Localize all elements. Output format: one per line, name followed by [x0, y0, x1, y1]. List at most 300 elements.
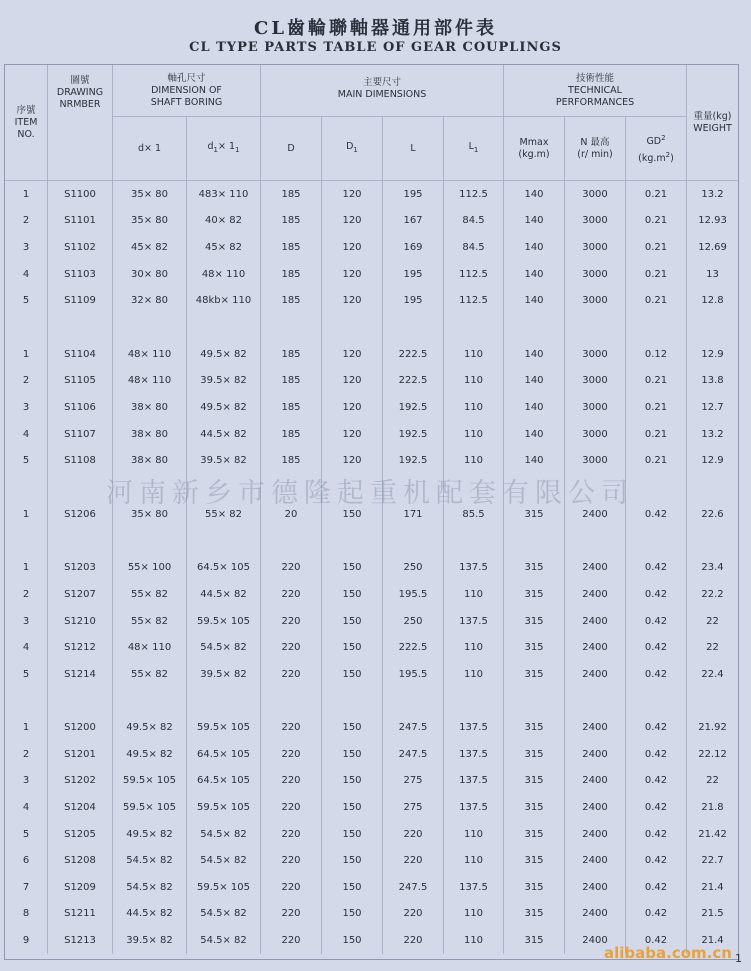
cell-d: 220	[261, 874, 322, 901]
header-col-mmax	[504, 117, 565, 181]
cell-d1: 49.5× 82	[113, 741, 187, 768]
cell-d1: 55× 82	[113, 581, 187, 608]
empty-cell	[444, 528, 504, 555]
cell-l: 250	[383, 608, 444, 635]
cell-d1: 55× 100	[113, 555, 187, 582]
cell-l1: 112.5	[444, 181, 504, 208]
cell-gd2: 0.21	[626, 394, 687, 421]
empty-cell	[48, 688, 113, 715]
cell-d1l1: 54.5× 82	[187, 847, 261, 874]
cell-weight: 21.4	[687, 927, 739, 954]
cell-d1l1: 39.5× 82	[187, 447, 261, 474]
cell-weight: 12.9	[687, 341, 739, 368]
empty-cell	[187, 474, 261, 501]
cell-mmax: 315	[504, 741, 565, 768]
cell-weight: 22	[687, 634, 739, 661]
cell-d1: 150	[322, 901, 383, 928]
table-body	[5, 181, 739, 954]
cell-d1: 55× 82	[113, 608, 187, 635]
empty-cell	[687, 314, 739, 341]
cell-d1l1: 483× 110	[187, 181, 261, 208]
header-drawing-en2: NRMBER	[59, 99, 101, 110]
cell-l1: 137.5	[444, 768, 504, 795]
cell-gd2: 0.42	[626, 794, 687, 821]
table-row	[5, 394, 739, 421]
cell-item: 2	[5, 368, 48, 395]
cell-drawing: S1209	[48, 874, 113, 901]
cell-item: 1	[5, 501, 48, 528]
empty-cell	[444, 688, 504, 715]
header-drawing-cn: 圖號	[70, 75, 90, 86]
empty-cell	[565, 474, 626, 501]
table-row	[5, 501, 739, 528]
table-row	[5, 901, 739, 928]
L1-main: L	[468, 141, 474, 153]
cell-n: 2400	[565, 581, 626, 608]
cell-item: 4	[5, 634, 48, 661]
table-row	[5, 741, 739, 768]
header-item-en2: NO.	[17, 128, 35, 140]
table-row	[5, 794, 739, 821]
cell-gd2: 0.42	[626, 661, 687, 688]
cell-l: 169	[383, 234, 444, 261]
d1l1-mid: × 1	[218, 141, 236, 153]
cell-n: 2400	[565, 555, 626, 582]
cell-d1: 48× 110	[113, 368, 187, 395]
cell-mmax: 315	[504, 661, 565, 688]
cell-mmax: 140	[504, 208, 565, 235]
cell-l1: 85.5	[444, 501, 504, 528]
empty-cell	[187, 528, 261, 555]
cell-drawing: S1214	[48, 661, 113, 688]
cell-mmax: 315	[504, 901, 565, 928]
gd-line2	[626, 149, 686, 165]
cell-drawing: S1203	[48, 555, 113, 582]
cell-d1: 120	[322, 394, 383, 421]
cell-d: 220	[261, 608, 322, 635]
cell-item: 5	[5, 447, 48, 474]
cell-d: 220	[261, 581, 322, 608]
cell-l1: 110	[444, 341, 504, 368]
cell-d1: 30× 80	[113, 261, 187, 288]
cell-gd2: 0.12	[626, 341, 687, 368]
cell-l: 195.5	[383, 661, 444, 688]
cell-l1: 137.5	[444, 608, 504, 635]
cell-weight: 22.6	[687, 501, 739, 528]
cell-drawing: S1201	[48, 741, 113, 768]
cell-item: 1	[5, 715, 48, 742]
header-shaft-boring	[113, 65, 261, 117]
cell-weight: 12.7	[687, 394, 739, 421]
cell-d1l1: 39.5× 82	[187, 661, 261, 688]
cell-weight: 22	[687, 608, 739, 635]
cell-mmax: 315	[504, 555, 565, 582]
cell-item: 5	[5, 287, 48, 314]
table-row	[5, 715, 739, 742]
cell-drawing: S1107	[48, 421, 113, 448]
cell-d1: 150	[322, 634, 383, 661]
empty-cell	[504, 528, 565, 555]
cell-d1: 150	[322, 768, 383, 795]
cell-l: 171	[383, 501, 444, 528]
cell-l1: 137.5	[444, 874, 504, 901]
cell-item: 2	[5, 741, 48, 768]
cell-item: 1	[5, 341, 48, 368]
cell-n: 2400	[565, 715, 626, 742]
cell-d: 185	[261, 368, 322, 395]
header-col-L: L	[383, 117, 444, 181]
header-col-D: D	[261, 117, 322, 181]
cell-drawing: S1207	[48, 581, 113, 608]
cell-d1l1: 55× 82	[187, 501, 261, 528]
cell-weight: 12.9	[687, 447, 739, 474]
cell-l1: 137.5	[444, 741, 504, 768]
empty-cell	[322, 528, 383, 555]
empty-cell	[113, 474, 187, 501]
header-weight-cn: 重量(kg)	[693, 110, 732, 122]
header-drawing-en1: DRAWING	[56, 87, 104, 98]
table-row	[5, 341, 739, 368]
header-bore-cn: 軸孔尺寸	[167, 72, 206, 84]
cell-gd2: 0.21	[626, 234, 687, 261]
cell-d1l1: 54.5× 82	[187, 821, 261, 848]
cell-weight: 22.4	[687, 661, 739, 688]
cell-d: 185	[261, 394, 322, 421]
empty-cell	[383, 528, 444, 555]
cell-drawing: S1101	[48, 208, 113, 235]
cell-n: 3000	[565, 234, 626, 261]
cell-mmax: 140	[504, 447, 565, 474]
cell-n: 2400	[565, 501, 626, 528]
empty-cell	[113, 314, 187, 341]
cell-l: 222.5	[383, 634, 444, 661]
cell-l1: 110	[444, 821, 504, 848]
cell-d1: 35× 80	[113, 208, 187, 235]
cell-n: 2400	[565, 901, 626, 928]
table-row	[5, 555, 739, 582]
cell-d1l1: 49.5× 82	[187, 341, 261, 368]
header-tech-en1: TECHNICAL	[568, 84, 622, 96]
cell-d1l1: 39.5× 82	[187, 368, 261, 395]
cell-l1: 110	[444, 421, 504, 448]
cell-d1: 54.5× 82	[113, 874, 187, 901]
cell-d: 220	[261, 715, 322, 742]
cell-n: 2400	[565, 927, 626, 954]
cell-weight: 22.12	[687, 741, 739, 768]
cell-d1: 150	[322, 555, 383, 582]
empty-cell	[504, 314, 565, 341]
empty-cell	[444, 314, 504, 341]
cell-drawing: S1212	[48, 634, 113, 661]
cell-d1: 150	[322, 874, 383, 901]
cell-d1l1: 59.5× 105	[187, 794, 261, 821]
cell-n: 3000	[565, 261, 626, 288]
cell-drawing: S1211	[48, 901, 113, 928]
cell-l: 247.5	[383, 715, 444, 742]
empty-cell	[48, 528, 113, 555]
cell-gd2: 0.42	[626, 847, 687, 874]
cell-d1: 49.5× 82	[113, 715, 187, 742]
cell-n: 2400	[565, 634, 626, 661]
cell-n: 3000	[565, 287, 626, 314]
cell-item: 4	[5, 261, 48, 288]
cell-l1: 137.5	[444, 555, 504, 582]
table-header	[5, 65, 739, 181]
empty-cell	[504, 474, 565, 501]
empty-cell	[565, 688, 626, 715]
cell-d: 220	[261, 741, 322, 768]
cell-d1: 150	[322, 661, 383, 688]
table-row	[5, 661, 739, 688]
table-row	[5, 874, 739, 901]
cell-d1l1: 59.5× 105	[187, 874, 261, 901]
cell-item: 2	[5, 208, 48, 235]
cell-l1: 110	[444, 368, 504, 395]
cell-drawing: S1100	[48, 181, 113, 208]
cell-gd2: 0.21	[626, 368, 687, 395]
cell-l1: 110	[444, 394, 504, 421]
cell-d1: 48× 110	[113, 634, 187, 661]
empty-cell	[261, 688, 322, 715]
cell-weight: 13.2	[687, 421, 739, 448]
empty-cell	[48, 314, 113, 341]
cell-d1: 49.5× 82	[113, 821, 187, 848]
cell-d1l1: 40× 82	[187, 208, 261, 235]
cell-gd2: 0.21	[626, 287, 687, 314]
cell-d1: 54.5× 82	[113, 847, 187, 874]
cell-d1: 32× 80	[113, 287, 187, 314]
table-row	[5, 421, 739, 448]
cell-d1: 150	[322, 715, 383, 742]
cell-weight: 21.42	[687, 821, 739, 848]
cell-d1: 35× 80	[113, 181, 187, 208]
cell-d1: 120	[322, 421, 383, 448]
cell-gd2: 0.21	[626, 421, 687, 448]
cell-mmax: 315	[504, 847, 565, 874]
cell-l1: 84.5	[444, 234, 504, 261]
title-chinese: CL齒輪聯軸器通用部件表	[254, 18, 497, 39]
cell-mmax: 315	[504, 874, 565, 901]
table-row	[5, 581, 739, 608]
cell-n: 3000	[565, 421, 626, 448]
cell-drawing: S1202	[48, 768, 113, 795]
L1-sub: 1	[473, 145, 479, 154]
n-line1: N 最高	[580, 136, 610, 148]
cell-item: 4	[5, 794, 48, 821]
table-row	[5, 634, 739, 661]
cell-weight: 23.4	[687, 555, 739, 582]
cell-gd2: 0.42	[626, 634, 687, 661]
cell-mmax: 140	[504, 341, 565, 368]
table-row	[5, 821, 739, 848]
cell-drawing: S1102	[48, 234, 113, 261]
cell-l1: 137.5	[444, 794, 504, 821]
cell-gd2: 0.42	[626, 874, 687, 901]
cell-item: 6	[5, 847, 48, 874]
cell-item: 1	[5, 555, 48, 582]
table-row	[5, 368, 739, 395]
cell-item: 3	[5, 768, 48, 795]
empty-cell	[322, 688, 383, 715]
d1l1-sub1: 1	[213, 145, 218, 154]
cell-d1l1: 64.5× 105	[187, 768, 261, 795]
cell-d: 220	[261, 821, 322, 848]
empty-cell	[5, 474, 48, 501]
cell-mmax: 140	[504, 287, 565, 314]
cell-d1: 120	[322, 341, 383, 368]
cell-d1: 120	[322, 234, 383, 261]
empty-cell	[626, 528, 687, 555]
cell-n: 3000	[565, 341, 626, 368]
header-main-cn: 主要尺寸	[362, 77, 401, 88]
cell-l: 195.5	[383, 581, 444, 608]
D1-sub: 1	[353, 145, 358, 154]
table-row	[5, 181, 739, 208]
cell-d1: 150	[322, 741, 383, 768]
cell-n: 2400	[565, 741, 626, 768]
cell-l1: 110	[444, 447, 504, 474]
parts-table	[4, 64, 739, 954]
cell-d1: 35× 80	[113, 501, 187, 528]
header-main-dimensions	[261, 65, 504, 117]
cell-d1: 38× 80	[113, 421, 187, 448]
cell-l1: 112.5	[444, 287, 504, 314]
cell-l1: 110	[444, 634, 504, 661]
cell-gd2: 0.21	[626, 447, 687, 474]
cell-n: 2400	[565, 768, 626, 795]
cell-weight: 21.8	[687, 794, 739, 821]
cell-mmax: 315	[504, 768, 565, 795]
cell-weight: 22.2	[687, 581, 739, 608]
cell-weight: 21.92	[687, 715, 739, 742]
empty-cell	[322, 474, 383, 501]
cell-l1: 110	[444, 581, 504, 608]
header-col-d1l1	[187, 117, 261, 181]
header-col-L1	[444, 117, 504, 181]
cell-d1: 150	[322, 821, 383, 848]
empty-cell	[626, 474, 687, 501]
gd-line1	[626, 132, 686, 148]
cell-mmax: 315	[504, 927, 565, 954]
cell-weight: 12.8	[687, 287, 739, 314]
cell-d1l1: 54.5× 82	[187, 901, 261, 928]
cell-weight: 21.4	[687, 874, 739, 901]
header-col-n	[565, 117, 626, 181]
cell-drawing: S1205	[48, 821, 113, 848]
cell-d: 185	[261, 447, 322, 474]
header-item-en1: ITEM	[14, 116, 38, 128]
empty-cell	[261, 528, 322, 555]
cell-d1l1: 59.5× 105	[187, 608, 261, 635]
cell-item: 5	[5, 821, 48, 848]
cell-l1: 110	[444, 901, 504, 928]
cell-l1: 112.5	[444, 261, 504, 288]
cell-l: 220	[383, 821, 444, 848]
cell-n: 2400	[565, 874, 626, 901]
cell-n: 2400	[565, 661, 626, 688]
cell-weight: 22	[687, 768, 739, 795]
cell-drawing: S1210	[48, 608, 113, 635]
cell-item: 7	[5, 874, 48, 901]
cell-drawing: S1200	[48, 715, 113, 742]
cell-drawing: S1213	[48, 927, 113, 954]
empty-cell	[444, 474, 504, 501]
mmax-line1: Mmax	[519, 136, 549, 148]
cell-d: 220	[261, 661, 322, 688]
cell-drawing: S1108	[48, 447, 113, 474]
cell-gd2: 0.42	[626, 608, 687, 635]
cell-gd2: 0.42	[626, 715, 687, 742]
cell-d1: 150	[322, 501, 383, 528]
header-col-gd2	[626, 117, 687, 181]
cell-d1: 59.5× 105	[113, 794, 187, 821]
cell-d1: 120	[322, 181, 383, 208]
cell-gd2: 0.42	[626, 901, 687, 928]
cell-weight: 13	[687, 261, 739, 288]
cell-d: 220	[261, 847, 322, 874]
cell-d1: 38× 80	[113, 394, 187, 421]
cell-item: 8	[5, 901, 48, 928]
cell-weight: 13.8	[687, 368, 739, 395]
cell-d1: 120	[322, 368, 383, 395]
group-separator	[5, 314, 739, 341]
cell-gd2: 0.21	[626, 181, 687, 208]
cell-d1l1: 48kb× 110	[187, 287, 261, 314]
cell-l: 195	[383, 181, 444, 208]
header-technical-performances	[504, 65, 687, 117]
cell-item: 3	[5, 608, 48, 635]
empty-cell	[565, 528, 626, 555]
cell-d1: 39.5× 82	[113, 927, 187, 954]
cell-d1l1: 49.5× 82	[187, 394, 261, 421]
cell-l1: 110	[444, 847, 504, 874]
empty-cell	[187, 688, 261, 715]
cell-item: 9	[5, 927, 48, 954]
cell-drawing: S1103	[48, 261, 113, 288]
table-row	[5, 768, 739, 795]
empty-cell	[113, 688, 187, 715]
d1l1-sub2: 1	[235, 145, 240, 154]
cell-l: 192.5	[383, 394, 444, 421]
cell-d: 220	[261, 634, 322, 661]
table-row	[5, 234, 739, 261]
gd-main: GD	[646, 136, 662, 148]
group-separator	[5, 528, 739, 555]
group-separator	[5, 688, 739, 715]
cell-d: 220	[261, 927, 322, 954]
empty-cell	[687, 474, 739, 501]
cell-mmax: 315	[504, 634, 565, 661]
cell-d: 185	[261, 261, 322, 288]
gd-unit-end: )	[670, 152, 674, 164]
cell-n: 3000	[565, 181, 626, 208]
header-col-d1: d× 1	[113, 117, 187, 181]
cell-weight: 22.7	[687, 847, 739, 874]
cell-l1: 137.5	[444, 715, 504, 742]
cell-mmax: 140	[504, 234, 565, 261]
cell-l: 275	[383, 768, 444, 795]
gd-unit-sup: 2	[665, 150, 671, 159]
gd-unit-main: (kg.m	[638, 152, 666, 164]
cell-item: 3	[5, 234, 48, 261]
cell-d1: 120	[322, 447, 383, 474]
cell-d1: 48× 110	[113, 341, 187, 368]
cell-mmax: 315	[504, 581, 565, 608]
cell-drawing: S1106	[48, 394, 113, 421]
cell-d1l1: 45× 82	[187, 234, 261, 261]
cell-d1: 150	[322, 794, 383, 821]
empty-cell	[687, 688, 739, 715]
